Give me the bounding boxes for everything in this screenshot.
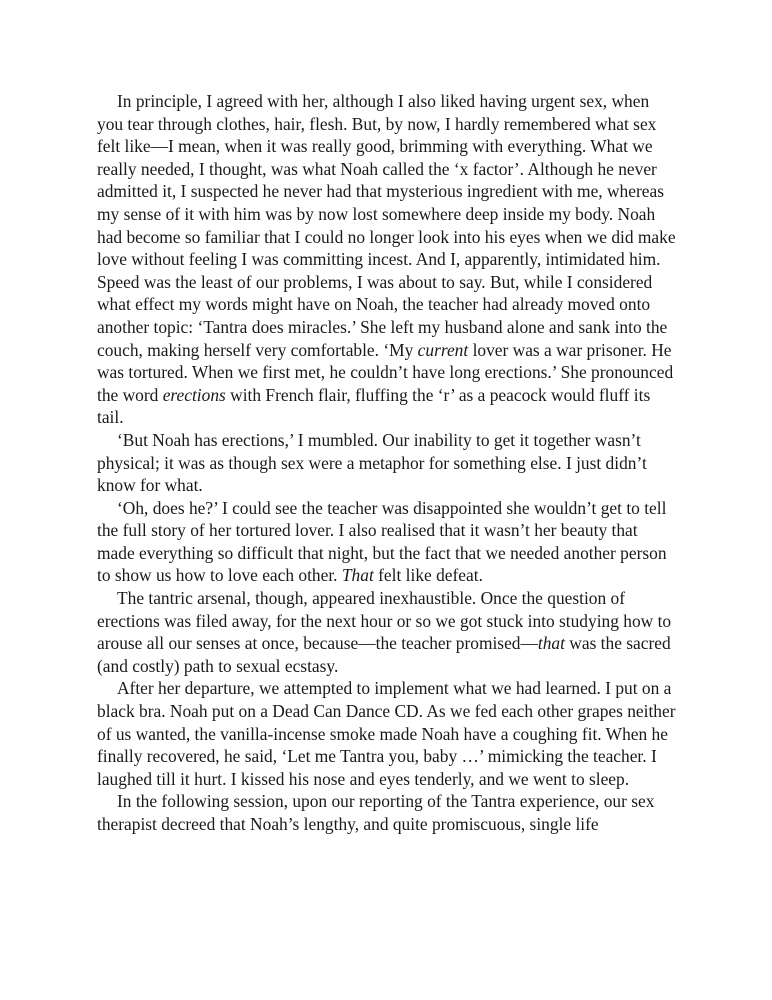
paragraph-text: ‘But Noah has erections,’ I mumbled. Our inability to get it together wasn’t physical; it was as though sex were a metaphor for something else. I just didn’t know for what.	[97, 429, 647, 496]
paragraph-text: The tantric arsenal, though, appeared inexhaustible. Once the question of erections was filed away, for the next hour or so we got stuck into studying how to arouse all our senses at once, because—the teacher promised—	[97, 588, 672, 654]
page-body	[97, 90, 679, 836]
paragraph	[97, 587, 679, 677]
paragraph-text: felt like defeat.	[373, 565, 483, 586]
emphasis-text: current	[417, 339, 469, 360]
paragraph	[97, 677, 679, 790]
paragraph	[97, 497, 679, 587]
emphasis-text: That	[341, 565, 374, 586]
emphasis-text: erections	[162, 384, 226, 405]
emphasis-text: that	[537, 633, 565, 654]
paragraph	[97, 429, 679, 497]
paragraph	[97, 90, 679, 429]
paragraph-text: was the sacred (and costly) path to sexual ecstasy.	[97, 633, 671, 676]
paragraph-text: lover was a war prisoner. He was tortured. When we first met, he couldn’t have long erections.’ She pronounced the word	[97, 339, 674, 405]
paragraph-text: ‘Oh, does he?’ I could see the teacher was disappointed she wouldn’t get to tell the full story of her tortured lover. I also realised that it wasn’t her beauty that made everything so difficult that night, but the fact that we needed another person to show us how to love each other.	[97, 497, 667, 586]
paragraph-text: In the following session, upon our reporting of the Tantra experience, our sex therapist decreed that Noah’s lengthy, and quite promiscuous, single life	[97, 791, 655, 834]
paragraph-text: with French flair, fluffing the ‘r’ as a peacock would fluff its tail.	[97, 384, 651, 428]
paragraph-text: After her departure, we attempted to implement what we had learned. I put on a black bra. Noah put on a Dead Can Dance CD. As we fed each other grapes neither of us wanted, the vanilla-incense smoke made Noah have a coughing fit. When he finally recovered, he said, ‘Let me Tantra you, baby …’ mimicking the teacher. I laughed till it hurt. I kissed his nose and eyes tenderly, and we went to sleep.	[97, 678, 676, 789]
paragraph-text: In principle, I agreed with her, although I also liked having urgent sex, when you tear through clothes, hair, flesh. But, by now, I hardly remembered what sex felt like—I mean, when it was really good, brimming with everything. What we really needed, I thought, was what Noah called the ‘x factor’. Although he never admitted it, I suspected he never had that mysterious ingredient with me, whereas my sense of it with him was by now lost somewhere deep inside my body. Noah had become so familiar that I could no longer look into his eyes when we did make love without feeling I was committing incest. And I, apparently, intimidated him. Speed was the least of our problems, I was about to say. But, while I considered what effect my words might have on Noah, the teacher had already moved onto another topic: ‘Tantra does miracles.’ She left my husband alone and sank into the couch, making herself very comfortable. ‘My	[97, 91, 676, 360]
paragraph	[97, 790, 679, 835]
